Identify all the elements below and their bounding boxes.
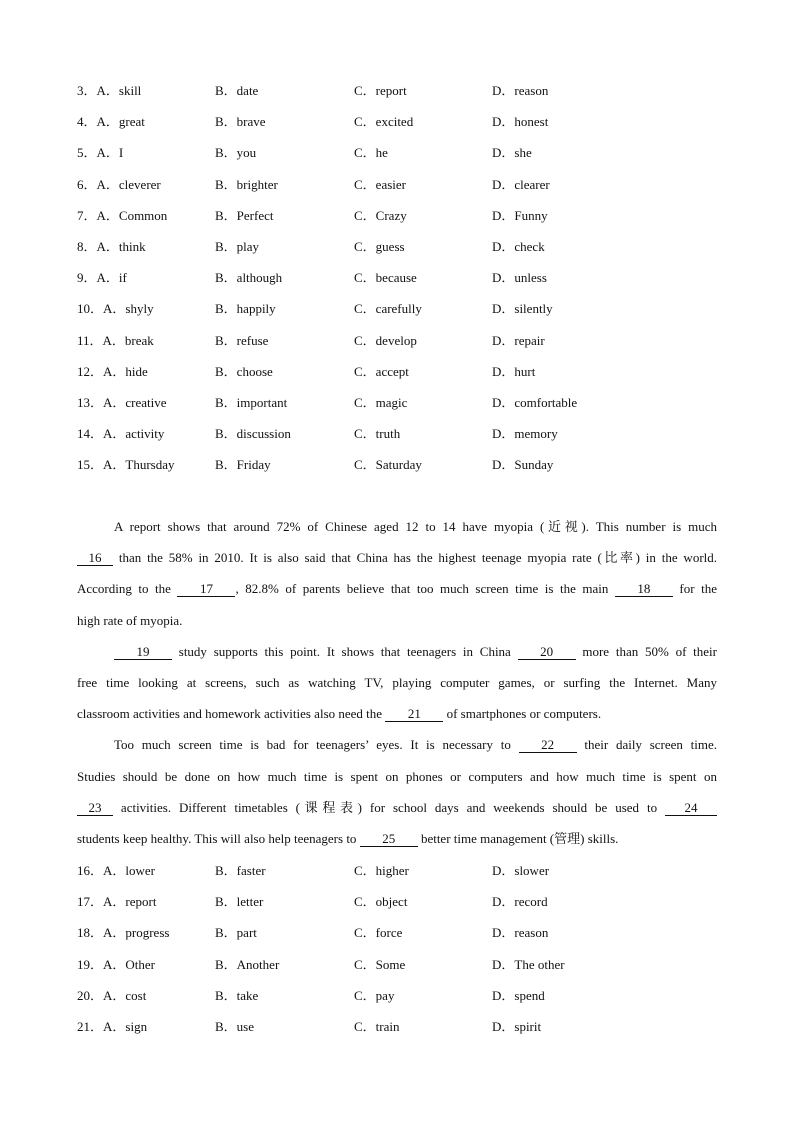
- option-b[interactable]: B．take: [215, 987, 259, 1003]
- question-number-and-option-a: [77, 894, 156, 910]
- question-number-and-option-a: [77, 457, 175, 473]
- option-c[interactable]: C．report: [354, 83, 407, 98]
- option-c[interactable]: C．accept: [354, 363, 409, 379]
- passage-line: Too much screen time is bad for teenagers’ eyes. It is necessary to 22 their daily screen time.: [114, 737, 717, 753]
- option-a[interactable]: A．cleverer: [96, 176, 161, 192]
- question-number-and-option-a: [77, 208, 167, 224]
- option-b[interactable]: B．faster: [215, 863, 266, 878]
- question-row: [77, 894, 737, 925]
- question-number-and-option-a: [77, 177, 161, 193]
- option-c[interactable]: C．magic: [354, 394, 408, 410]
- reading-passage: [77, 518, 717, 861]
- question-number-and-option-a: [77, 301, 154, 317]
- option-a[interactable]: A．creative: [103, 394, 167, 410]
- blank-17[interactable]: 17: [177, 582, 235, 597]
- question-row: [77, 239, 737, 270]
- blank-16[interactable]: 16: [77, 551, 113, 566]
- option-d[interactable]: D．spirit: [492, 1018, 542, 1034]
- option-b[interactable]: B．choose: [215, 363, 273, 379]
- option-b[interactable]: B．play: [215, 238, 260, 254]
- question-number: 21．: [77, 1018, 104, 1034]
- option-c[interactable]: C．develop: [354, 332, 417, 348]
- option-a[interactable]: A．hide: [103, 363, 148, 379]
- question-number-and-option-a: [77, 145, 123, 161]
- option-b[interactable]: B．letter: [215, 894, 264, 910]
- option-d[interactable]: D．memory: [492, 426, 558, 442]
- option-a[interactable]: A．great: [96, 114, 145, 130]
- question-row: [77, 988, 737, 1019]
- option-d[interactable]: D．reason: [492, 83, 549, 98]
- question-number-and-option-a: [77, 333, 154, 349]
- question-number: 3．: [77, 83, 97, 98]
- option-c[interactable]: C．easier: [354, 176, 406, 192]
- question-number-and-option-a: [77, 863, 155, 879]
- blank-20[interactable]: 20: [518, 645, 576, 660]
- option-b[interactable]: B．brighter: [215, 176, 278, 192]
- option-b[interactable]: B．important: [215, 394, 288, 410]
- option-d[interactable]: D．unless: [492, 270, 547, 286]
- question-number: 20．: [77, 987, 104, 1003]
- question-number: 11．: [77, 332, 103, 348]
- question-number-and-option-a: [77, 1019, 147, 1035]
- passage-line: high rate of myopia.: [77, 612, 183, 628]
- option-d[interactable]: D．Funny: [492, 207, 548, 223]
- blank-25[interactable]: 25: [360, 832, 418, 847]
- question-row: [77, 925, 737, 956]
- question-number: 17．: [77, 894, 104, 910]
- question-row: [77, 333, 737, 364]
- option-d[interactable]: D．repair: [492, 332, 545, 348]
- question-number: 6．: [77, 176, 97, 192]
- question-number: 5．: [77, 145, 97, 161]
- question-number: 8．: [77, 238, 97, 254]
- option-c[interactable]: C．because: [354, 270, 417, 286]
- question-row: [77, 208, 737, 239]
- question-row: [77, 395, 737, 426]
- option-a[interactable]: A．activity: [103, 426, 165, 442]
- question-row: [77, 301, 737, 332]
- question-row: [77, 364, 737, 395]
- option-b[interactable]: B．Another: [215, 956, 280, 972]
- blank-24[interactable]: 24: [665, 801, 717, 816]
- option-c[interactable]: C．Saturday: [354, 457, 422, 473]
- option-c[interactable]: C．pay: [354, 987, 395, 1003]
- question-row: [77, 426, 737, 457]
- question-number-and-option-a: [77, 925, 169, 941]
- question-list-bottom: [77, 863, 737, 1050]
- option-a[interactable]: A．cost: [103, 987, 147, 1003]
- passage-line: free time looking at screens, such as watching TV, playing computer games, or surfing the Internet. Many: [77, 674, 717, 690]
- question-number-and-option-a: [77, 83, 141, 99]
- option-a[interactable]: A．think: [96, 238, 146, 254]
- option-a[interactable]: A．if: [96, 270, 127, 286]
- passage-line: 16 than the 58% in 2010. It is also said that China has the highest teenage myopia rate (比率) in the world.: [77, 549, 717, 580]
- question-number: 18．: [77, 925, 104, 941]
- option-c[interactable]: C．guess: [354, 238, 405, 254]
- option-d[interactable]: D．Sunday: [492, 457, 554, 473]
- question-number: 12．: [77, 363, 104, 379]
- option-d[interactable]: D．The other: [492, 956, 565, 972]
- option-d[interactable]: D．slower: [492, 863, 550, 878]
- question-number-and-option-a: [77, 364, 148, 380]
- question-number: 19．: [77, 956, 104, 972]
- question-number: 10．: [77, 301, 104, 317]
- question-row: [77, 177, 737, 208]
- blank-21[interactable]: 21: [385, 707, 443, 722]
- option-a[interactable]: A．progress: [103, 925, 170, 941]
- option-d[interactable]: D．silently: [492, 301, 553, 317]
- question-row: [77, 1019, 737, 1050]
- question-number-and-option-a: [77, 239, 146, 255]
- option-d[interactable]: D．reason: [492, 925, 549, 941]
- option-b[interactable]: B．refuse: [215, 332, 269, 348]
- question-number: 9．: [77, 270, 97, 286]
- option-d[interactable]: D．clearer: [492, 176, 550, 192]
- option-a[interactable]: A．Other: [103, 956, 156, 972]
- option-a[interactable]: A．lower: [103, 863, 156, 878]
- question-number-and-option-a: [77, 395, 167, 411]
- question-row: [77, 114, 737, 145]
- option-b[interactable]: B．use: [215, 1018, 255, 1034]
- question-row: [77, 145, 737, 176]
- passage-line: According to the 17 , 82.8% of parents believe that too much screen time is the main 18 for the: [77, 581, 717, 597]
- option-c[interactable]: C．object: [354, 894, 408, 910]
- question-list-top: [77, 83, 737, 488]
- question-row: [77, 863, 737, 894]
- option-c[interactable]: C．Some: [354, 956, 406, 972]
- question-number-and-option-a: [77, 957, 155, 973]
- passage-line: 19 study supports this point. It shows that teenagers in China 20 more than 50% of their: [77, 643, 717, 674]
- passage-line: Studies should be done on how much time is spent on phones or computers and how much time is spent on: [77, 768, 717, 784]
- option-b[interactable]: B．brave: [215, 114, 266, 130]
- option-a[interactable]: A．shyly: [103, 301, 154, 317]
- blank-18[interactable]: 18: [615, 582, 673, 597]
- option-a[interactable]: A．report: [103, 894, 157, 910]
- question-number: 4．: [77, 114, 97, 130]
- option-d[interactable]: D．comfortable: [492, 394, 578, 410]
- option-c[interactable]: C．train: [354, 1018, 400, 1034]
- passage-line: 23 activities. Different timetables (课程表) for school days and weekends should be used to 24: [77, 799, 717, 830]
- option-c[interactable]: C．force: [354, 925, 403, 941]
- option-c[interactable]: C．he: [354, 145, 388, 161]
- option-b[interactable]: B．discussion: [215, 426, 291, 442]
- option-a[interactable]: A．skill: [96, 83, 142, 98]
- question-number: 7．: [77, 207, 97, 223]
- option-d[interactable]: D．spend: [492, 987, 545, 1003]
- question-number: 13．: [77, 394, 104, 410]
- passage-line: classroom activities and homework activities also need the 21 of smartphones or computers.: [77, 706, 602, 722]
- passage-line: A report shows that around 72% of Chinese aged 12 to 14 have myopia (近视). This number is much: [114, 519, 717, 534]
- question-number-and-option-a: [77, 114, 145, 130]
- question-number: 14．: [77, 426, 104, 442]
- option-b[interactable]: B．Perfect: [215, 207, 274, 223]
- option-b[interactable]: B．Friday: [215, 457, 271, 473]
- blank-19[interactable]: 19: [114, 645, 172, 660]
- question-number-and-option-a: [77, 270, 127, 286]
- option-a[interactable]: A．break: [102, 332, 154, 348]
- option-c[interactable]: C．carefully: [354, 301, 422, 317]
- option-d[interactable]: D．honest: [492, 114, 549, 130]
- option-d[interactable]: D．she: [492, 145, 532, 161]
- option-b[interactable]: B．although: [215, 270, 283, 286]
- question-number: 15．: [77, 457, 104, 473]
- option-a[interactable]: A．Common: [96, 207, 168, 223]
- question-number: 16．: [77, 863, 104, 878]
- option-c[interactable]: C．truth: [354, 426, 401, 442]
- option-b[interactable]: B．happily: [215, 301, 276, 317]
- option-a[interactable]: A．I: [96, 145, 124, 161]
- question-row: [77, 457, 737, 488]
- option-b[interactable]: B．date: [215, 83, 259, 98]
- question-row: [77, 957, 737, 988]
- option-c[interactable]: C．Crazy: [354, 207, 407, 223]
- option-c[interactable]: C．excited: [354, 114, 414, 130]
- option-a[interactable]: A．Thursday: [103, 457, 175, 473]
- option-d[interactable]: D．hurt: [492, 363, 536, 379]
- question-number-and-option-a: [77, 426, 164, 442]
- option-b[interactable]: B．part: [215, 925, 257, 941]
- option-b[interactable]: B．you: [215, 145, 257, 161]
- passage-line: students keep healthy. This will also help teenagers to 25 better time management (管理) skills.: [77, 830, 619, 846]
- option-d[interactable]: D．check: [492, 238, 545, 254]
- option-d[interactable]: D．record: [492, 894, 548, 910]
- blank-23[interactable]: 23: [77, 801, 113, 816]
- question-row: [77, 270, 737, 301]
- option-c[interactable]: C．higher: [354, 863, 409, 878]
- question-row: [77, 83, 737, 114]
- blank-22[interactable]: 22: [519, 738, 577, 753]
- question-number-and-option-a: [77, 988, 146, 1004]
- option-a[interactable]: A．sign: [103, 1018, 148, 1034]
